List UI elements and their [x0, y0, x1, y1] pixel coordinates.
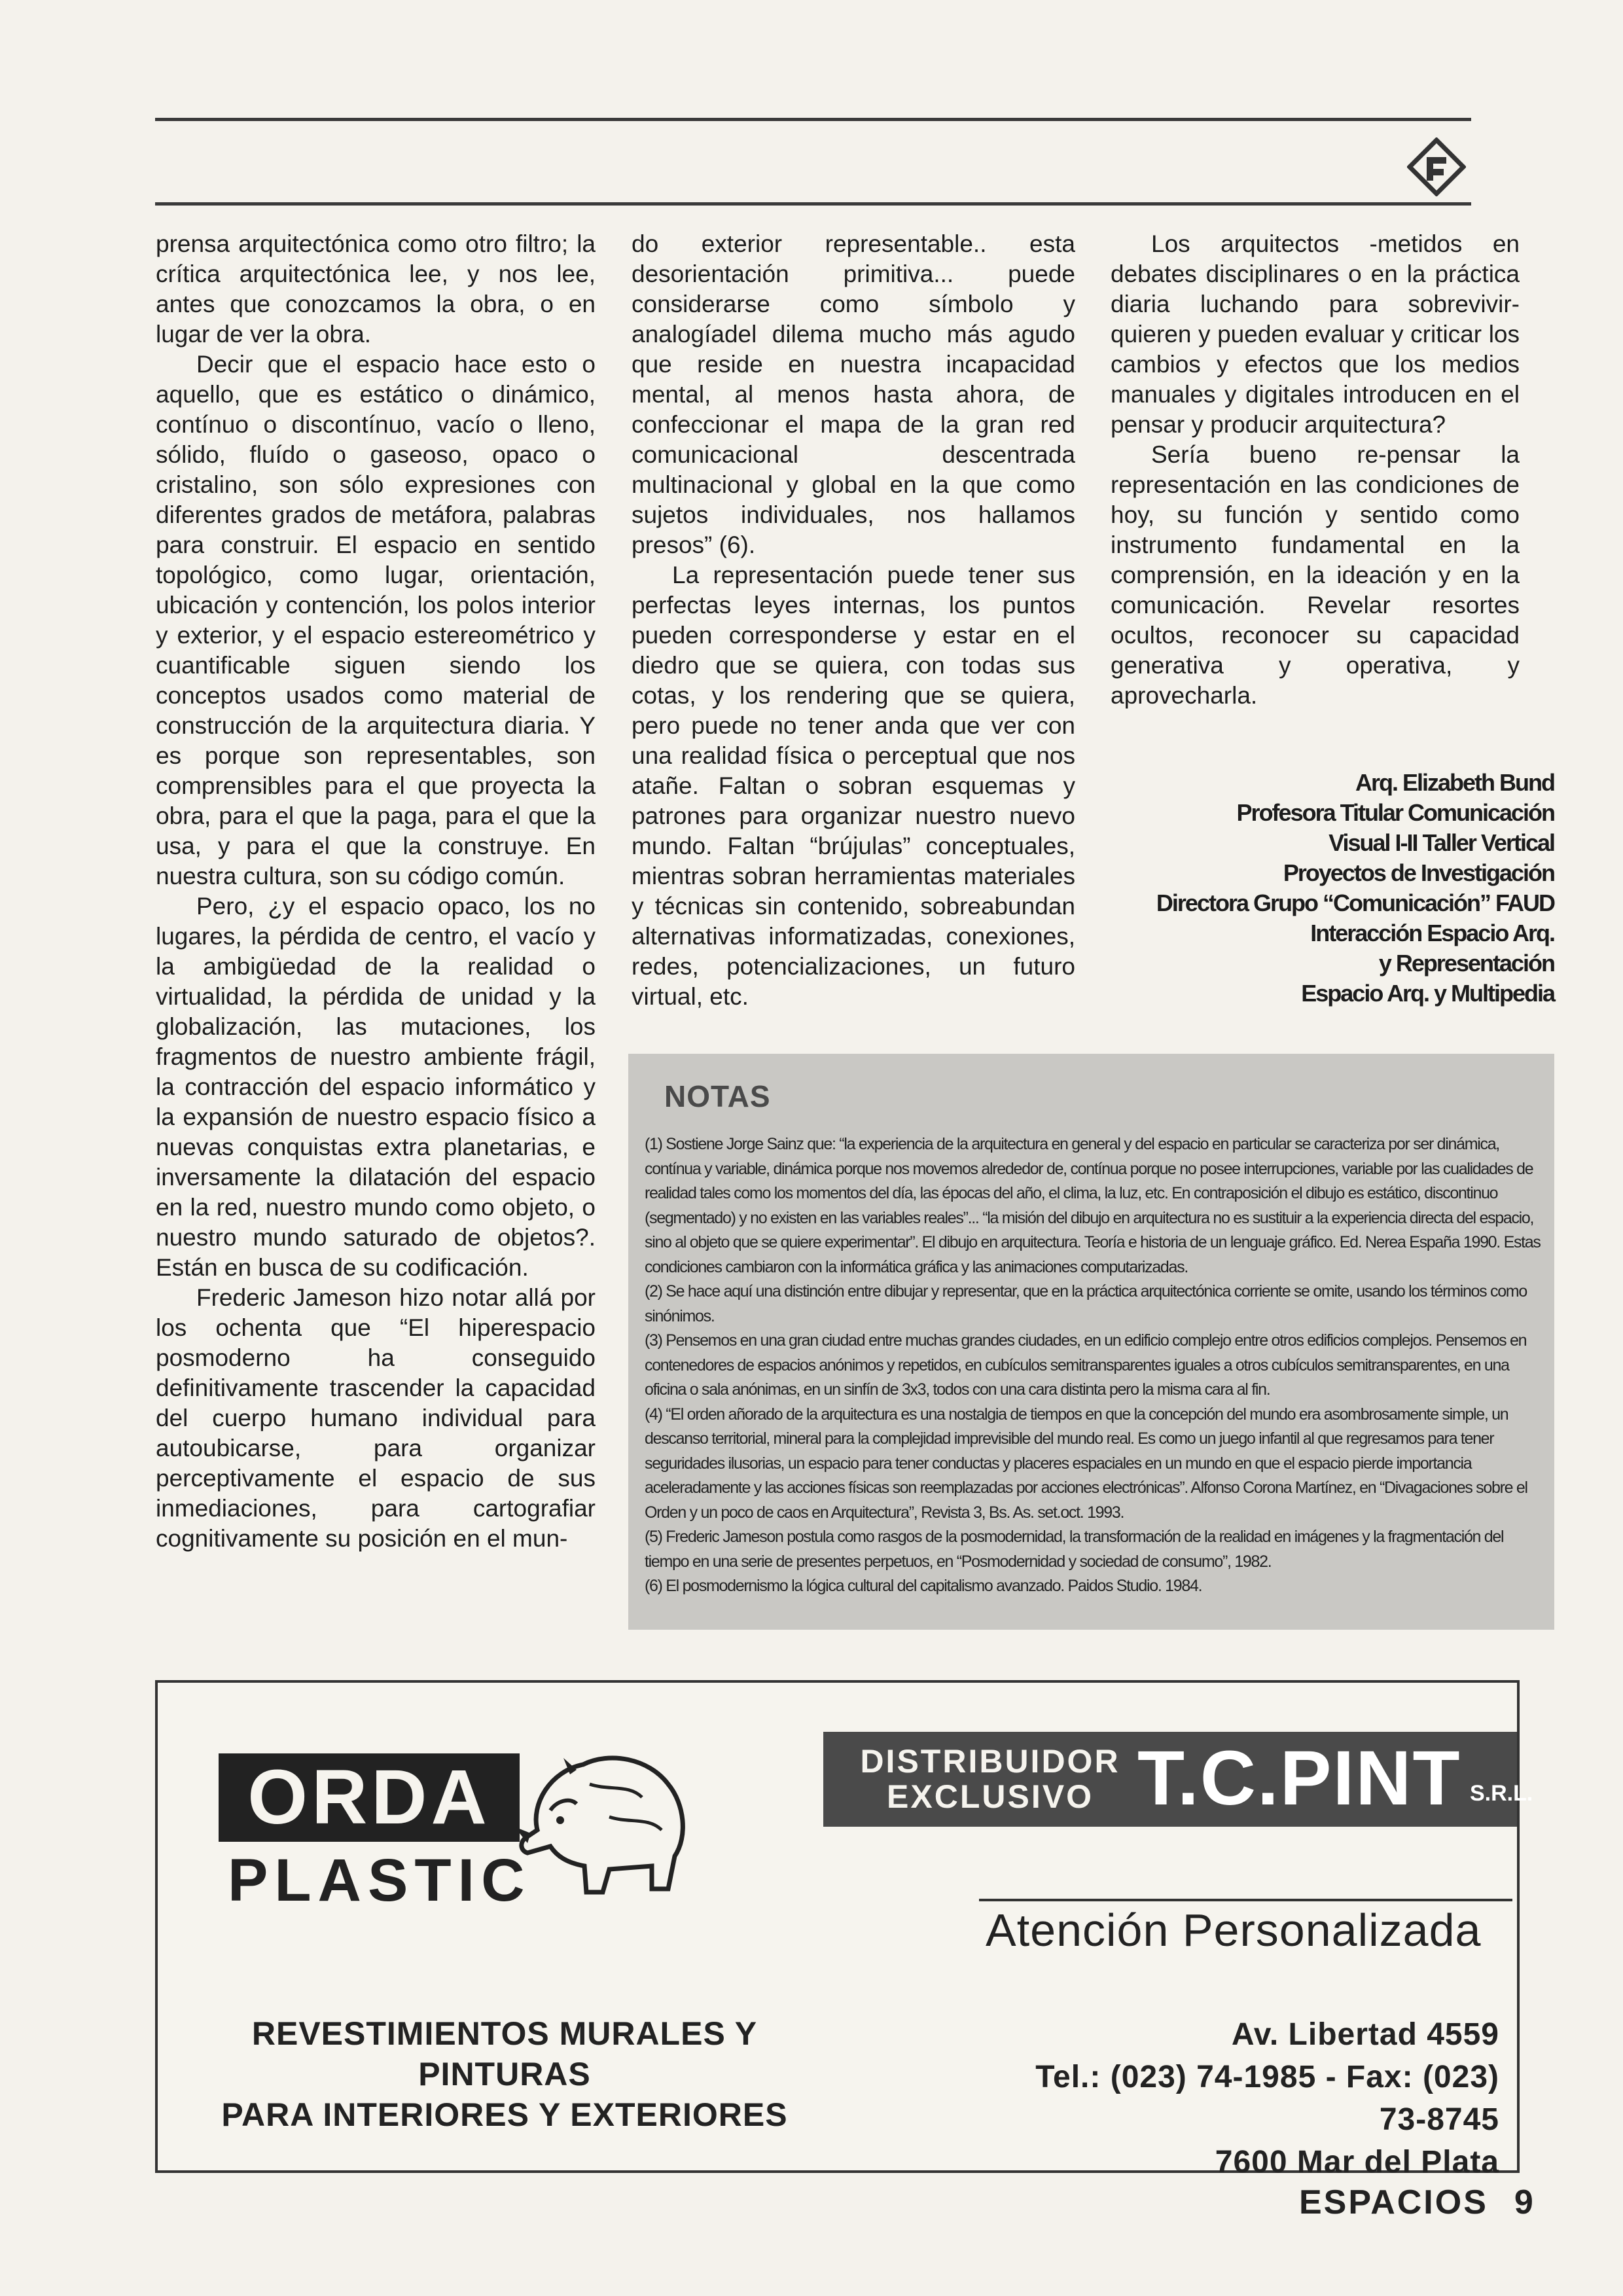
magazine-name: ESPACIOS — [1299, 2183, 1488, 2221]
page-number: 9 — [1514, 2183, 1535, 2221]
paragraph: Frederic Jameson hizo notar allá por los ochenta que “El hiperespacio posmoderno ha conseguido definitivamente trascender la capacidad del cuerpo humano individual para autoubicarse, para organizar perceptivamente el espacio de sus inmediaciones, para cartografiar cognitivamente su posición en el mun- — [156, 1284, 596, 1552]
distributor-address — [1002, 2013, 1499, 2183]
paragraph: La representación puede tener sus perfectas leyes internas, los puntos pueden corresponderse y estar en el diedro que se quiera, con todas sus cotas, y los rendering que se quiera, pero puede no tener anda que ver con una realidad física o perceptual que nos atañe. Faltan o sobran esquemas y patrones para organizar nuestro nuevo mundo. Faltan “brújulas” conceptuales, mientras sobran herramientas materiales y técnicas sin contenido, sobreabundan alternativas informatizadas, conexiones, redes, potencializaciones, un futuro virtual, etc. — [632, 562, 1075, 1010]
signature-line: Espacio Arq. y Multipedia — [1301, 980, 1554, 1007]
paragraph: Sería bueno re-pensar la representación en las condiciones de hoy, su función y sentido como instrumento fundamental en la comprensión, en la ideación y en la comunicación. Revelar resortes ocultos, reconocer su capacidad generativa y operativa, y aprovecharla. — [1111, 441, 1520, 709]
note-item: (4) “El orden añorado de la arquitectura es una nostalgia de tiempos en que la concepción del mundo era asombrosamente simple, un descanso territorial, mineral para la complejidad imprevisible del mundo real. Es como un juego infantil al que regresamos para tener seguridades ilusorias, un espacio para tener conductas y placeres espaciales en un mundo en que el espacio pierde importancia aceleradamente y las acciones físicas son reemplazadas por acciones electrónicas”. Alfonso Corona Martínez, en “Divagaciones sobre el Orden y un poco de caos en Arquitectura”, Revista 3, Bs. As. set.oct. 1993. — [645, 1405, 1527, 1522]
distributor-suffix: S.R.L. — [1470, 1781, 1533, 1806]
distributor-label — [859, 1744, 1121, 1814]
signature-line: Proyectos de Investigación — [1283, 859, 1554, 886]
magazine-logo-icon — [1407, 137, 1466, 196]
signature-line: Visual I-II Taller Vertical — [1329, 829, 1554, 856]
distributor-line: DISTRIBUIDOR — [860, 1743, 1120, 1780]
orda-brand-word: ORDA — [219, 1753, 520, 1842]
notes-box — [628, 1054, 1554, 1630]
signature-line: y Representación — [1378, 950, 1554, 977]
article-column-1 — [156, 229, 596, 1554]
advertisement — [155, 1680, 1533, 2179]
header-rule-top — [155, 118, 1471, 121]
attention-label: Atención Personalizada — [986, 1905, 1482, 1956]
note-item: (2) Se hace aquí una distinción entre dibujar y representar, que en la práctica arquitectónica corriente se omite, usando los términos como sinónimos. — [645, 1282, 1527, 1325]
address-line: Av. Libertad 4559 — [1231, 2017, 1499, 2052]
paragraph: Decir que el espacio hace esto o aquello, que es estático o dinámico, contínuo o discontínuo, vacío o lleno, sólido, fluído o gaseoso, opaco o cristalino, son sólo expresiones con diferentes grados de metáfora, palabras para construir. El espacio en sentido topológico, como lugar, orientación, ubicación y contención, los polos interior y exterior, y el espacio estereométrico y cuantificable siguen siendo los conceptos usados como material de construcción de la arquitectura diaria. Y es porque son representables, son comprensibles para el que proyecta la obra, para el que la paga, para el que la usa, y para el que la construye. En nuestra cultura, son su código común. — [156, 351, 596, 889]
author-signature — [1073, 768, 1554, 1009]
paragraph: Los arquitectos -metidos en debates disciplinares o en la práctica diaria luchando para sobrevivir- quieren y pueden evaluar y criticar los cambios y efectos que los medios manuales y digitales introducen en el pensar y producir arquitectura? — [1111, 230, 1520, 438]
tagline-line: PARA INTERIORES Y EXTERIORES — [221, 2096, 788, 2133]
header-rule-bottom — [155, 202, 1471, 206]
signature-line: Arq. Elizabeth Bund — [1355, 769, 1554, 796]
distributor-line: EXCLUSIVO — [887, 1778, 1094, 1815]
note-item: (3) Pensemos en una gran ciudad entre muchas grandes ciudades, en un edificio complejo entre otros edificios complejos. Pensemos en contenedores de espacios anónimos y repetidos, en cubículos semitransparentes iguales a otros cubículos semitransparentes, en una oficina o sala anónimas, en un sinfín de 3x3, todos con una cara distinta pero la misma cara al fin. — [645, 1331, 1527, 1399]
tagline-line: REVESTIMIENTOS MURALES Y PINTURAS — [251, 2015, 758, 2092]
signature-line: Directora Grupo “Comunicación” FAUD — [1156, 889, 1554, 916]
paragraph: do exterior representable.. esta desorientación primitiva... puede considerarse como símbolo y analogíadel dilema mucho más agudo que reside en nuestra incapacidad mental, al menos hasta ahora, de confeccionar el mapa de la gran red comunicacional descentrada multinacional y global en la que como sujetos individuales, nos hallamos presos” (6). — [632, 230, 1075, 558]
article-column-3 — [1111, 229, 1520, 711]
distributor-banner — [823, 1732, 1533, 1827]
distributor-brand: T.C.PINT — [1137, 1735, 1461, 1821]
rhino-icon — [511, 1712, 707, 1909]
note-item: (6) El posmodernismo la lógica cultural del capitalismo avanzado. Paidos Studio. 1984. — [645, 1577, 1202, 1595]
plastic-brand-word: PLASTIC — [228, 1847, 531, 1914]
note-item: (5) Frederic Jameson postula como rasgos de la posmodernidad, la transformación de la realidad en imágenes y la fragmentación del tiempo en una serie de presentes perpetuos, en “Posmodernidad y sociedad de consumo”, 1982. — [645, 1528, 1504, 1571]
paragraph: prensa arquitectónica como otro filtro; la crítica arquitectónica lee, y nos lee, antes que conozcamos la obra, o en lugar de ver la obra. — [156, 230, 596, 348]
notes-title: NOTAS — [664, 1079, 771, 1113]
address-line: Tel.: (023) 74-1985 - Fax: (023) 73-8745 — [1035, 2060, 1499, 2137]
page-footer — [1299, 2183, 1535, 2222]
paragraph: Pero, ¿y el espacio opaco, los no lugares, la pérdida de centro, el vacío y la ambigüedad de la realidad o virtualidad, la pérdida de unidad y la globalización, las mutaciones, los fragmentos de nuestro ambiente frágil, la contracción del espacio informático y la expansión de nuestro espacio físico a nuevas conquistas extra planetarias, e inversamente la dilatación del espacio en la red, nuestro mundo como objeto, o nuestro mundo saturado de objetos?. Están en busca de su codificación. — [156, 893, 596, 1281]
advert-tagline — [177, 2013, 832, 2135]
signature-line: Interacción Espacio Arq. — [1310, 920, 1554, 946]
notes-list — [645, 1132, 1541, 1599]
divider — [979, 1899, 1512, 1901]
address-line: 7600 Mar del Plata — [1215, 2145, 1499, 2179]
note-item: (1) Sostiene Jorge Sainz que: “la experiencia de la arquitectura en general y del espacio en particular se caracteriza por ser dinámica, contínua y variable, dinámica porque nos movemos alrededor de, contínua porque no posee interrupciones, variable por las cualidades de realidad tales como los momentos del día, las épocas del año, el clima, la luz, etc. En contraposición el dibujo es estático, discontinuo (segmentado) y no existen en las variables reales”... “la misión del dibujo en arquitectura no es sustituir a la experiencia directa del espacio, sino al objeto que se quiere experimentar”. El dibujo en arquitectura. Teoría e historia de un lenguaje gráfico. Ed. Nerea España 1990. Estas condiciones cambiaron con la informática gráfica y las animaciones computarizadas. — [645, 1135, 1541, 1276]
article-column-2 — [632, 229, 1075, 1012]
signature-line: Profesora Titular Comunicación — [1236, 799, 1554, 826]
